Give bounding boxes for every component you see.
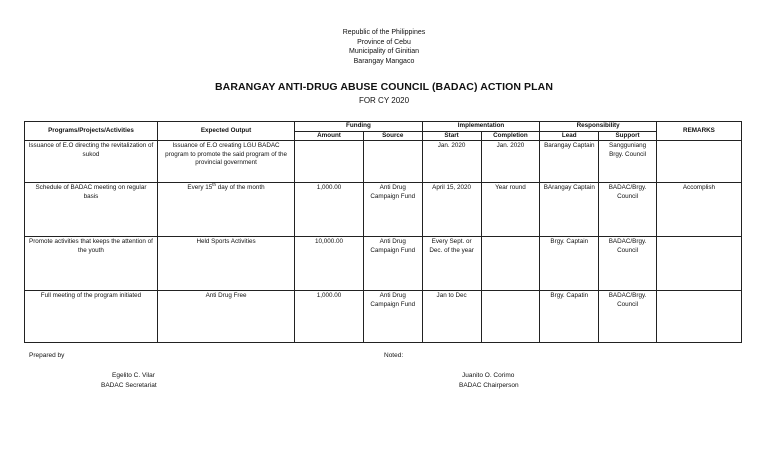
document-subtitle: FOR CY 2020	[358, 96, 410, 105]
cell-output: Issuance of E.O creating LGU BADAC program to promote the said program of the provincial government	[157, 141, 294, 183]
header-responsibility: Responsibility	[540, 122, 657, 132]
cell-program: Promote activities that keeps the attention of the youth	[25, 237, 158, 291]
table-row	[25, 141, 742, 183]
header-line-barangay: Barangay Mangaco	[353, 57, 415, 65]
cell-output: Anti Drug Free	[157, 291, 294, 343]
cell-program: Schedule of BADAC meeting on regular basis	[25, 183, 158, 237]
cell-remarks: Accomplish	[656, 183, 741, 237]
header-line-province: Province of Cebu	[357, 38, 411, 46]
cell-lead: Brgy. Capatin	[540, 291, 599, 343]
header-programs: Programs/Projects/Activities	[25, 122, 158, 141]
prepared-by-title: BADAC Secretariat	[101, 382, 157, 389]
cell-program: Issuance of E.O directing the revitalization of sukod	[25, 141, 158, 183]
prepared-by-label: Prepared by	[29, 352, 65, 359]
cell-completion	[481, 291, 540, 343]
cell-output: Held Sports Activities	[157, 237, 294, 291]
cell-completion: Jan. 2020	[481, 141, 540, 183]
cell-start: Every Sept. or Dec. of the year	[422, 237, 481, 291]
header-line-municipality: Municipality of Ginitian	[348, 48, 420, 55]
cell-source: Anti Drug Campaign Fund	[363, 237, 422, 291]
cell-amount: 1,000.00	[295, 183, 364, 237]
table-header-row	[25, 122, 742, 132]
cell-lead: BArangay Captain	[540, 183, 599, 237]
header-implementation: Implementation	[422, 122, 540, 132]
cell-remarks	[656, 237, 741, 291]
header-line-republic: Republic of the Philippines	[342, 29, 426, 36]
cell-completion	[481, 237, 540, 291]
cell-start: Jan to Dec	[422, 291, 481, 343]
cell-remarks	[656, 291, 741, 343]
cell-completion: Year round	[481, 183, 540, 237]
cell-lead: Barangay Captain	[540, 141, 599, 183]
noted-label: Noted:	[384, 352, 404, 359]
document-title: BARANGAY ANTI-DRUG ABUSE COUNCIL (BADAC) ACTION PLAN	[214, 81, 554, 93]
header-expected-output: Expected Output	[157, 122, 294, 141]
cell-remarks	[656, 141, 741, 183]
header-funding: Funding	[295, 122, 422, 132]
cell-program: Full meeting of the program initiated	[25, 291, 158, 343]
header-amount: Amount	[295, 131, 364, 141]
cell-source: Anti Drug Campaign Fund	[363, 183, 422, 237]
cell-support: BADAC/Brgy. Council	[599, 183, 657, 237]
cell-amount: 10,000.00	[295, 237, 364, 291]
cell-support: BADAC/Brgy. Council	[599, 291, 657, 343]
header-support: Support	[599, 131, 657, 141]
cell-amount	[295, 141, 364, 183]
prepared-by-name: Egelito C. Vilar	[112, 372, 155, 379]
table-row	[25, 291, 742, 343]
noted-by-name: Juanito O. Corimo	[462, 372, 515, 379]
cell-support: Sangguniang Brgy. Council	[599, 141, 657, 183]
output-ordinal-suffix: th	[212, 182, 217, 188]
action-plan-table	[24, 121, 742, 343]
cell-start: Jan. 2020	[422, 141, 481, 183]
output-text-pre: Every 15	[187, 184, 213, 192]
cell-source: Anti Drug Campaign Fund	[363, 291, 422, 343]
table-row	[25, 183, 742, 237]
document-header	[0, 28, 768, 66]
cell-amount: 1,000.00	[295, 291, 364, 343]
header-remarks: REMARKS	[656, 122, 741, 141]
header-lead: Lead	[540, 131, 599, 141]
cell-start: April 15, 2020	[422, 183, 481, 237]
header-source: Source	[363, 131, 422, 141]
cell-source	[363, 141, 422, 183]
noted-by-title: BADAC Chairperson	[459, 382, 519, 389]
cell-support: BADAC/Brgy. Council	[599, 237, 657, 291]
output-text-post: day of the month	[216, 184, 265, 192]
cell-output	[157, 183, 294, 237]
header-start: Start	[422, 131, 481, 141]
cell-lead: Brgy. Captain	[540, 237, 599, 291]
header-completion: Completion	[481, 131, 540, 141]
table-row	[25, 237, 742, 291]
